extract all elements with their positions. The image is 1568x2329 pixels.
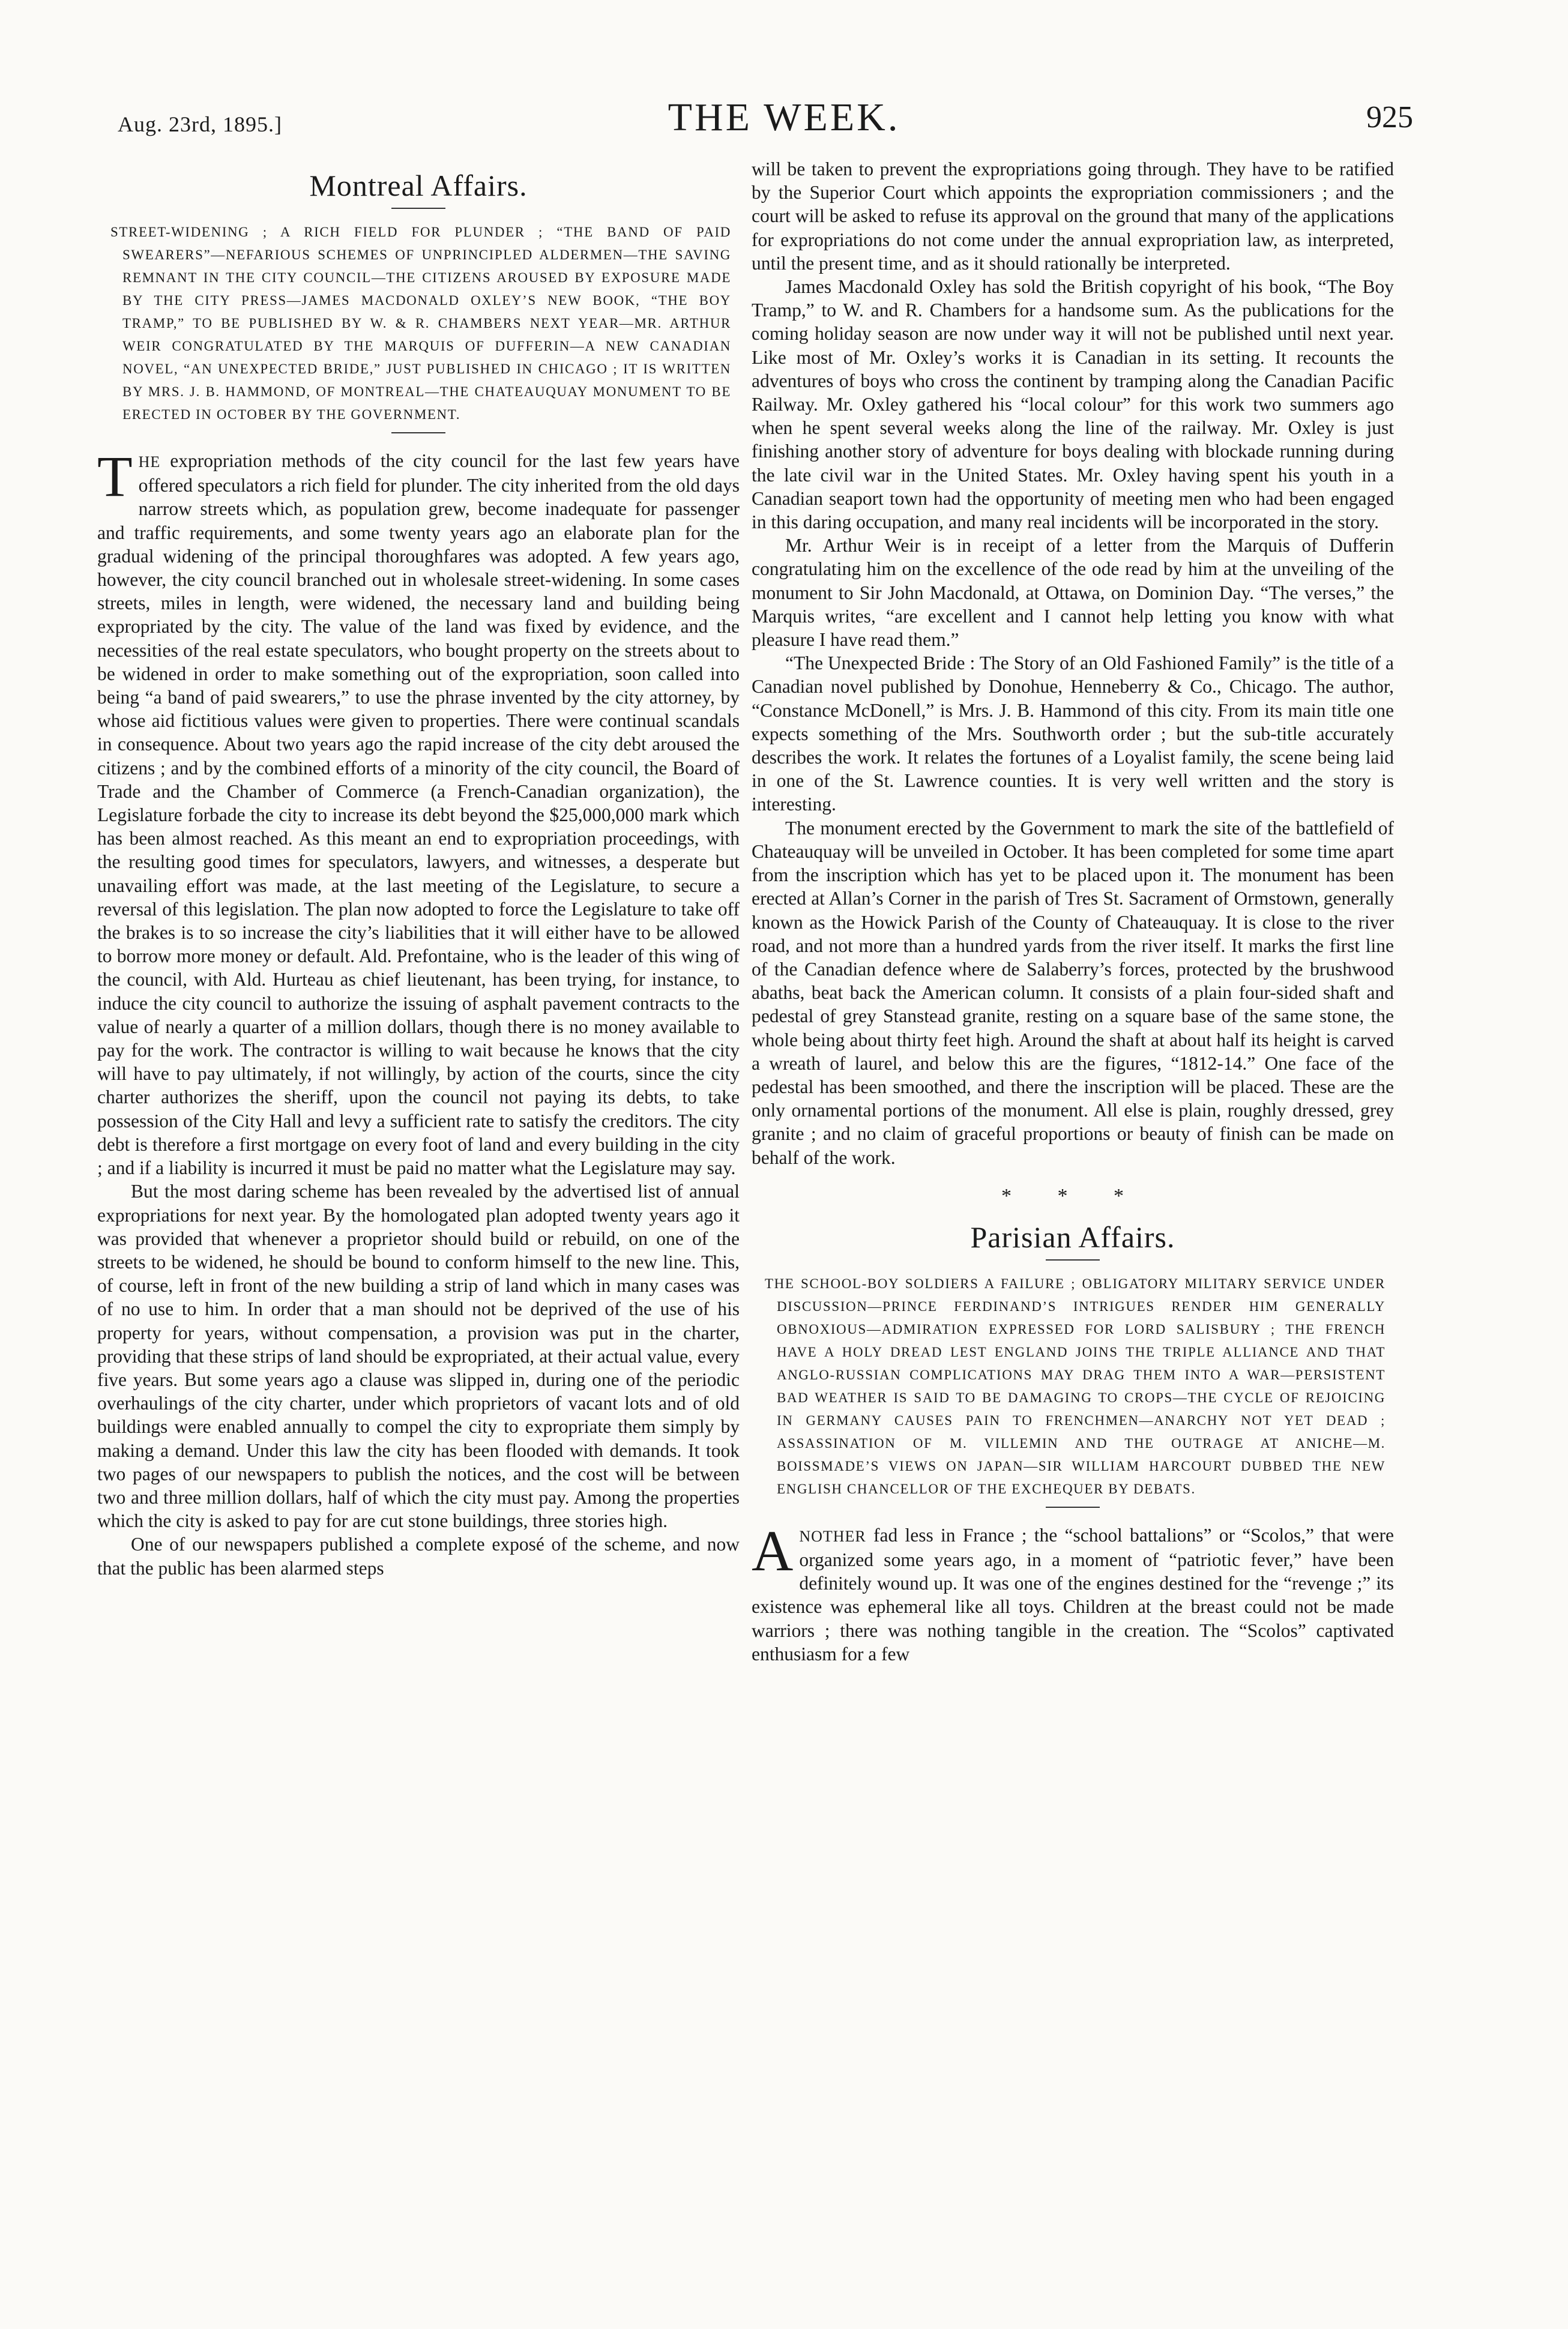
montreal-paragraph-8: The monument erected by the Government to mark the site of the battlefield of Chateauquay will be unveiled in October. It has been completed for some time apart from the inscription which has yet to be placed upon it. The monument has been erected at Allan’s Corner in the parish of Tres St. Sacrament of Ormstown, generally known as the Howick Parish of the County of Chateauquay. It is close to the river road, and not more than a hundred yards from the river itself. It marks the first line of the Canadian defence where de Salaberry’s forces, protected by the brushwood abaths, beat back the American column. It consists of a plain four-sided shaft and pedestal of grey Stanstead granite, resting on a square base of the same stone, the whole being about thirty feet high. Around the shaft at about half its height is carved a wreath of laurel, and below this are the figures, “1812-14.” One face of the pedestal has been smoothed, and there the inscription will be placed. These are the only ornamental portions of the monument. All else is plain, roughly dressed, grey granite ; and no claim of graceful proportions or beauty of finish can be made on behalf of the work.	[752, 817, 1394, 1168]
parisian-dropcap: A	[752, 1518, 794, 1583]
summary-rule	[391, 432, 445, 433]
montreal-dropcap-rest: HE	[138, 453, 161, 471]
parisian-summary: THE SCHOOL-BOY SOLDIERS A FAILURE ; OBLIGATORY MILITARY SERVICE UNDER DISCUSSION—PRINCE FERDINAND’S INTRIGUES RENDER HIM GENERALLY OBNOXIOUS—ADMIRATION EXPRESSED FOR LORD SALISBURY ; THE FRENCH HAVE A HOLY DREAD LEST ENGLAND JOINS THE TRIPLE ALLIANCE AND THAT ANGLO-RUSSIAN COMPLICATIONS MAY DRAG THEM INTO A WAR—PERSISTENT BAD WEATHER IS SAID TO BE DAMAGING TO CROPS—THE CYCLE OF REJOICING IN GERMANY CAUSES PAIN TO FRENCHMEN—ANARCHY NOT YET DEAD ; ASSASSINATION OF M. VILLEMIN AND THE OUTRAGE AT ANICHE—M. BOISSMADE’S VIEWS ON JAPAN—SIR WILLIAM HARCOURT DUBBED THE NEW ENGLISH CHANCELLOR OF THE EXCHEQUER BY DEBATS.	[765, 1276, 1386, 1496]
montreal-body-continued	[752, 157, 1394, 1169]
montreal-paragraph-1	[97, 444, 740, 1180]
page-header	[0, 90, 1568, 156]
masthead-title: THE WEEK.	[668, 95, 900, 139]
montreal-body	[97, 444, 740, 1580]
page-number: 925	[1366, 100, 1413, 134]
montreal-paragraph-3: One of our newspapers published a complete exposé of the scheme, and now that the public has been alarmed steps	[97, 1534, 740, 1579]
title-rule	[391, 208, 445, 209]
issue-date: Aug. 23rd, 1895.]	[118, 112, 282, 136]
parisian-paragraph-1	[752, 1518, 1394, 1666]
montreal-paragraph-4: will be taken to prevent the expropriations going through. They have to be ratified by the Superior Court which appoints the expropriation commissioners ; and the court will be asked to refuse its approval on the ground that many of the applications for expropriations do not come under the annual expropriation law, as interpreted, until the present time, and as it should rationally be interpreted.	[752, 158, 1394, 274]
montreal-section-title: Montreal Affairs.	[309, 169, 528, 202]
montreal-paragraph-2: But the most daring scheme has been revealed by the advertised list of annual expropriations for next year. By the homologated plan adopted twenty years ago it was provided that whenever a proprietor should build or rebuild, on one of the streets to be widened, he should be bound to conform himself to the new line. This, of course, left in front of the new building a strip of land which in many cases was of no use to him. In order that a man should not be deprived of the use of his property for years, without compensation, a provision was put in the charter, providing that these strips of land should be expropriated, at their actual value, every five years. But some years ago a clause was slipped in, during one of the periodic overhaulings of the city charter, under which proprietors of vacant lots and of old buildings were enabled annually to compel the city to expropriate them simply by making a demand. Under this law the city has been flooded with demands. It took two pages of our newspapers to publish the notices, and the cost will be between two and three million dollars, half of which the city must pay. Among the properties which the city is asked to pay for are cut stone buildings, three stories high.	[97, 1181, 740, 1532]
section-separator: * * *	[1001, 1184, 1144, 1207]
montreal-paragraph-7: “The Unexpected Bride : The Story of an Old Fashioned Family” is the title of a Canadian novel published by Donohue, Henneberry & Co., Chicago. The author, “Constance McDonell,” is Mrs. J. B. Hammond of this city. From its main title one expects something of the Mrs. Southworth order ; but the sub-title accurately describes the work. It relates the fortunes of a Loyalist family, the scene being laid in one of the St. Lawrence counties. It is very well written and the story is interesting.	[752, 652, 1394, 815]
montreal-dropcap: T	[97, 444, 133, 508]
parisian-section-title: Parisian Affairs.	[970, 1220, 1175, 1254]
parisian-summary-rule	[1046, 1507, 1100, 1508]
montreal-summary: STREET-WIDENING ; A RICH FIELD FOR PLUNDER ; “THE BAND OF PAID SWEARERS”—NEFARIOUS SCHEMES OF UNPRINCIPLED ALDERMEN—THE SAVING REMNANT IN THE CITY COUNCIL—THE CITIZENS AROUSED BY EXPOSURE MADE BY THE CITY PRESS—JAMES MACDONALD OXLEY’S NEW BOOK, “THE BOY TRAMP,” TO BE PUBLISHED BY W. & R. CHAMBERS NEXT YEAR—MR. ARTHUR WEIR CONGRATULATED BY THE MARQUIS OF DUFFERIN—A NEW CANADIAN NOVEL, “AN UNEXPECTED BRIDE,” JUST PUBLISHED IN CHICAGO ; IT IS WRITTEN BY MRS. J. B. HAMMOND, OF MONTREAL—THE CHATEAUQUAY MONUMENT TO BE ERECTED IN OCTOBER BY THE GOVERNMENT.	[110, 224, 731, 422]
montreal-paragraph-1-text: expropriation methods of the city council for the last few years have offered speculators a rich field for plunder. The city inherited from the old days narrow streets which, as population grew, become inadequate for passenger and traffic requirements, and some twenty years ago an elaborate plan for the gradual widening of the principal thoroughfares was adopted. A few years ago, however, the city council branched out in wholesale street-widening. In some cases streets, miles in length, were widened, the necessary land and building being expropriated by the city. The value of the land was fixed by evidence, and the necessities of the real estate speculators, who bought property on the streets about to be widened in order to make something out of the expropriation, soon called into being “a band of paid swearers,” to use the phrase invented by the city attorney, by whose aid fictitious values were given to properties. There were continual scandals in consequence. About two years ago the rapid increase of the city debt aroused the citizens ; and by the combined efforts of a minority of the city council, the Board of Trade and the Chamber of Commerce (a French-Canadian organization), the Legislature forbade the city to increase its debt beyond the $25,000,000 mark which has been almost reached. As this meant an end to expropriation proceedings, with the resulting good times for speculators, lawyers, and witnesses, a desperate but unavailing effort was made, at the last meeting of the Legislature, to secure a reversal of this legislation. The plan now adopted to force the Legislature to take off the brakes is to so increase the city’s liabilities that it will either have to be allowed to borrow more money or default. Ald. Prefontaine, who is the leader of this wing of the council, with Ald. Hurteau as chief lieutenant, has been trying, for instance, to induce the city council to authorize the issuing of asphalt pavement contracts to the value of nearly a quarter of a million dollars, though there is no money available to pay for the work. The contractor is willing to wait because he knows that the city will have to pay ultimately, if not willingly, by action of the courts, since the city charter authorizes the sheriff, upon the council not paying its debts, to take possession of the City Hall and levy a sufficient rate to satisfy the creditors. The city debt is therefore a first mortgage on every foot of land and every building in the city ; and if a liability is incurred it must be paid no matter what the Legislature may say.	[97, 450, 740, 1179]
right-column	[752, 157, 1394, 2294]
parisian-paragraph-1-text: fad less in France ; the “school battalions” or “Scolos,” that were organized some years ago, in a moment of “patriotic fever,” have been definitely wound up. It was one of the engines destined for the “revenge ;” its existence was ephemeral like all toys. Children at the breast could not be made warriors ; there was nothing tangible in the creation. The “Scolos” captivated enthusiasm for a few	[752, 1524, 1394, 1665]
parisian-title-rule	[1046, 1259, 1100, 1261]
montreal-paragraph-6: Mr. Arthur Weir is in receipt of a letter from the Marquis of Dufferin congratulating him on the excellence of the ode read by him at the unveiling of the monument to Sir John Macdonald, at Ottawa, on Dominion Day. “The verses,” the Marquis writes, “are excellent and I cannot help letting you know with what pleasure I have read them.”	[752, 535, 1394, 651]
parisian-body	[752, 1518, 1394, 1666]
montreal-paragraph-5: James Macdonald Oxley has sold the British copyright of his book, “The Boy Tramp,” to W. and R. Chambers for a handsome sum. As the publications for the coming holiday season are now under way it will not be published until next year. Like most of Mr. Oxley’s works it is Canadian in its setting. It recounts the adventures of boys who cross the continent by tramping along the Canadian Pacific Railway. Mr. Oxley gathered his “local colour” for this work two summers ago when he spent several weeks along the line of the railway. Mr. Oxley is just finishing another story of adventure for boys dealing with blockade running during the late civil war in the United States. Mr. Oxley having spent his youth in a Canadian seaport town had the opportunity of meeting men who had been engaged in this daring occupation, and many real incidents will be incorporated in the story.	[752, 276, 1394, 533]
parisian-dropcap-rest: NOTHER	[799, 1527, 866, 1545]
left-column	[97, 157, 740, 2294]
